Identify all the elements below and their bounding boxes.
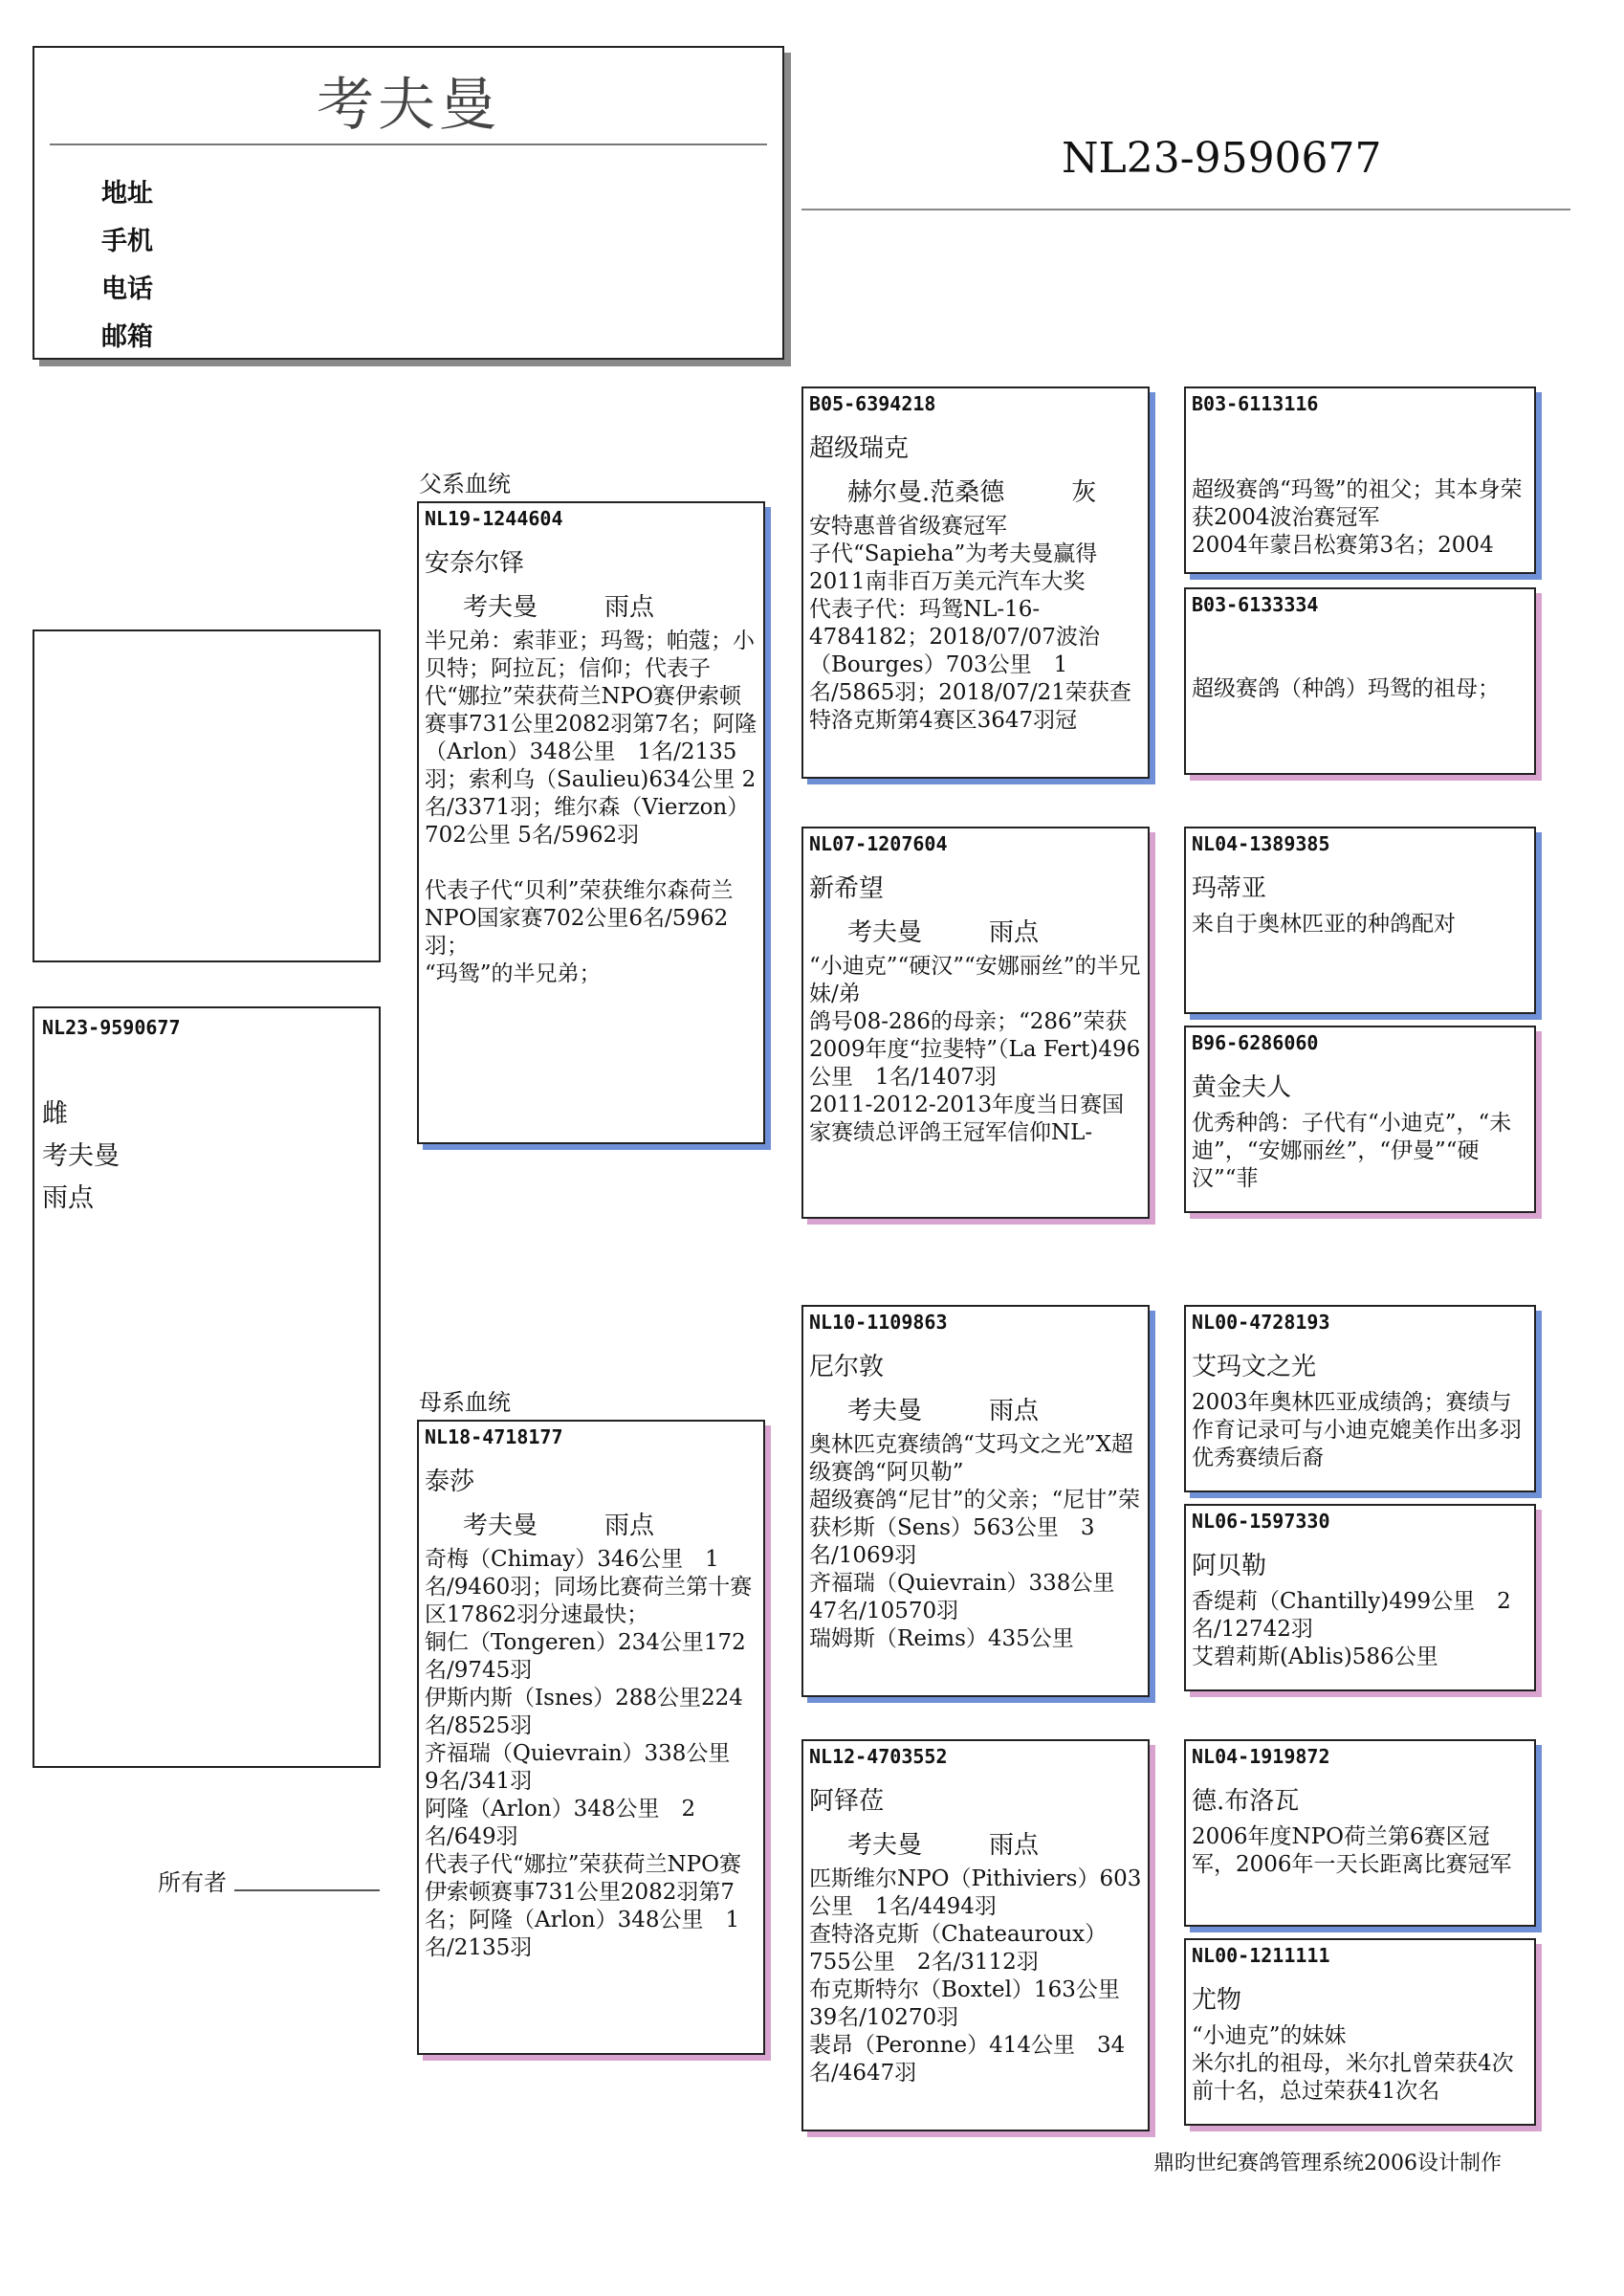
dd-breeder: 考夫曼 <box>847 1831 923 1860</box>
ss-ring: B05-6394218 <box>809 392 936 415</box>
ssd-notes: 超级赛鸽（种鸽）玛鸳的祖母； <box>1192 676 1500 701</box>
sire-notes: 半兄弟：索菲亚；玛鸳；帕蔻；小贝特；阿拉瓦；信仰；代表子代“娜拉”荣获荷兰NPO赛伊索顿赛事731公里2082羽第7名；阿隆（Arlon）348公里 1名/2135羽；索利乌（Saulieu)634公里 2名/3371羽；维尔森（Vierzon）702公里 5名/5962羽 代表子代“贝利”荣获维尔森荷兰NPO国家赛702公里6名/5962羽； “玛鸳”的半兄弟； <box>425 629 757 986</box>
ss-breed-line <box>847 473 1150 508</box>
ss-color: 灰 <box>1071 478 1097 507</box>
sire-color: 雨点 <box>604 593 655 622</box>
dds-card <box>1184 1739 1536 1927</box>
ds-name: 尼尔敦 <box>809 1353 885 1381</box>
sire-name: 安奈尔铎 <box>425 549 525 578</box>
sdd-ring: B96-6286060 <box>1192 1031 1319 1054</box>
ddd-card <box>1184 1938 1536 2126</box>
sss-notes: 超级赛鸽“玛鸳”的祖父；其本身荣获2004波治赛冠军 2004年蒙吕松赛第3名；2004 <box>1192 477 1523 558</box>
dsd-card <box>1184 1504 1536 1691</box>
dss-notes: 2003年奥林匹亚成绩鸽；赛绩与作育记录可与小迪克媲美作出多羽优秀赛绩后裔 <box>1192 1390 1522 1470</box>
subject-sex: 雌 <box>42 1099 68 1129</box>
dsd-name: 阿贝勒 <box>1192 1552 1267 1580</box>
sdd-name: 黄金夫人 <box>1192 1073 1292 1102</box>
dd-color: 雨点 <box>989 1831 1040 1860</box>
sd-breed-line <box>847 913 1106 948</box>
footer-credit: 鼎昀世纪赛鸽管理系统2006设计制作 <box>1153 2152 1502 2175</box>
ddd-name: 尤物 <box>1192 1986 1242 2015</box>
dd-breed-line <box>847 1825 1106 1861</box>
owner-email-label: 邮箱 <box>101 322 153 352</box>
sire-side-label: 父系血统 <box>419 471 511 497</box>
sss-card <box>1184 386 1536 574</box>
dam-side-label: 母系血统 <box>419 1389 511 1416</box>
sire-sire-card <box>801 386 1150 779</box>
subject-breeder: 考夫曼 <box>42 1141 120 1171</box>
owner-signature-label: 所有者 <box>158 1869 227 1896</box>
ssd-ring: B03-6133334 <box>1192 593 1319 616</box>
sds-name: 玛蒂亚 <box>1192 874 1267 903</box>
ds-breed-line <box>847 1391 1106 1426</box>
owner-address-label: 地址 <box>101 179 153 209</box>
ss-notes: 安特惠普省级赛冠军 子代“Sapieha”为考夫曼赢得2011南非百万美元汽车大奖 代表子代：玛鸳NL-16-4784182；2018/07/07波治（Bourges）703公里 1名/5865羽；2018/07/21荣获查特洛克斯第4赛区3647羽冠 <box>809 514 1131 733</box>
dds-name: 德.布洛瓦 <box>1192 1787 1300 1816</box>
dd-name: 阿铎莅 <box>809 1787 885 1816</box>
sire-breed-line <box>463 587 721 623</box>
dds-ring: NL04-1919872 <box>1192 1745 1330 1768</box>
owner-name: 考夫曼 <box>317 72 500 139</box>
sdd-card <box>1184 1026 1536 1213</box>
dam-breed-line <box>463 1506 721 1541</box>
dam-sire-card <box>801 1305 1150 1697</box>
dss-card <box>1184 1305 1536 1492</box>
dss-ring: NL00-4728193 <box>1192 1311 1330 1334</box>
sire-breeder: 考夫曼 <box>463 593 538 622</box>
title-divider <box>801 209 1570 210</box>
dam-notes: 奇梅（Chimay）346公里 1名/9460羽；同场比赛荷兰第十赛区17862羽分速最快； 铜仁（Tongeren）234公里172名/9745羽 伊斯内斯（Isnes）288公里224名/8525羽 齐福瑞（Quievrain）338公里 9名/341羽 阿隆（Arlon）348公里 2名/649羽 代表子代“娜拉”荣获荷兰NPO赛伊索顿赛事731公里2082羽第7名；阿隆（Arlon）348公里 1名/2135羽 <box>425 1547 753 1960</box>
subject-bird-box <box>33 1006 381 1768</box>
sd-color: 雨点 <box>989 918 1040 947</box>
dam-color: 雨点 <box>604 1512 655 1540</box>
dam-card <box>417 1420 765 2055</box>
sds-card <box>1184 827 1536 1014</box>
ds-notes: 奥林匹克赛绩鸽“艾玛文之光”X超级赛鸽“阿贝勒” 超级赛鸽“尼甘”的父亲；“尼甘”荣获杉斯（Sens）563公里 3名/1069羽 齐福瑞（Quievrain）338公里 47名/10570羽 瑞姆斯（Reims）435公里 <box>809 1432 1141 1651</box>
sdd-notes: 优秀种鸽：子代有“小迪克”，“未迪”，“安娜丽丝”，“伊曼”“硬汉”“菲 <box>1192 1111 1512 1191</box>
ddd-ring: NL00-1211111 <box>1192 1944 1330 1967</box>
sss-ring: B03-6113116 <box>1192 392 1319 415</box>
owner-phone-label: 电话 <box>101 275 153 304</box>
dds-notes: 2006年度NPO荷兰第6赛区冠军，2006年一天长距离比赛冠军 <box>1192 1824 1512 1877</box>
subject-color: 雨点 <box>42 1183 94 1213</box>
ddd-notes: “小迪克”的妹妹 米尔扎的祖母，米尔扎曾荣获4次前十名，总过荣获41次名 <box>1192 2023 1514 2104</box>
dsd-notes: 香缇莉（Chantilly)499公里 2名/12742羽 艾碧莉斯(Ablis)586公里 <box>1192 1589 1511 1669</box>
dam-dam-card <box>801 1739 1150 2131</box>
ss-breeder: 赫尔曼.范桑德 <box>847 478 1005 507</box>
dam-breeder: 考夫曼 <box>463 1512 538 1540</box>
ds-breeder: 考夫曼 <box>847 1397 923 1425</box>
owner-divider <box>50 144 767 145</box>
sd-ring: NL07-1207604 <box>809 832 948 855</box>
sd-notes: “小迪克”“硬汉”“安娜丽丝”的半兄妹/弟 鸽号08-286的母亲；“286”荣获2009年度“拉斐特”（La Fert)496公里 1名/1407羽 2011-2012-2013年度当日赛国家赛绩总评鸽王冠军信仰NL- <box>809 954 1141 1145</box>
ds-color: 雨点 <box>989 1397 1040 1425</box>
sire-dam-card <box>801 827 1150 1219</box>
ssd-card <box>1184 587 1536 775</box>
sds-ring: NL04-1389385 <box>1192 832 1330 855</box>
bird-ring-title: NL23-9590677 <box>1062 134 1382 183</box>
owner-info-box <box>33 46 784 360</box>
sire-ring: NL19-1244604 <box>425 507 563 530</box>
dsd-ring: NL06-1597330 <box>1192 1510 1330 1533</box>
bird-photo-frame <box>33 629 381 962</box>
dss-name: 艾玛文之光 <box>1192 1353 1317 1381</box>
dd-ring: NL12-4703552 <box>809 1745 948 1768</box>
dam-ring: NL18-4718177 <box>425 1425 563 1448</box>
owner-mobile-label: 手机 <box>101 227 153 256</box>
sd-breeder: 考夫曼 <box>847 918 923 947</box>
ds-ring: NL10-1109863 <box>809 1311 948 1334</box>
sds-notes: 来自于奥林匹亚的种鸽配对 <box>1192 912 1456 937</box>
dd-notes: 匹斯维尔NPO（Pithiviers）603公里 1名/4494羽 查特洛克斯（Chateauroux）755公里 2名/3112羽 布克斯特尔（Boxtel）163公里 39名/10270羽 裴昂（Peronne）414公里 34名/4647羽 <box>809 1866 1142 2086</box>
owner-signature-line <box>234 1889 380 1891</box>
subject-ring: NL23-9590677 <box>42 1016 181 1039</box>
dam-name: 泰莎 <box>425 1468 475 1496</box>
sire-card <box>417 501 765 1144</box>
ss-name: 超级瑞克 <box>809 434 910 463</box>
sd-name: 新希望 <box>809 874 885 903</box>
